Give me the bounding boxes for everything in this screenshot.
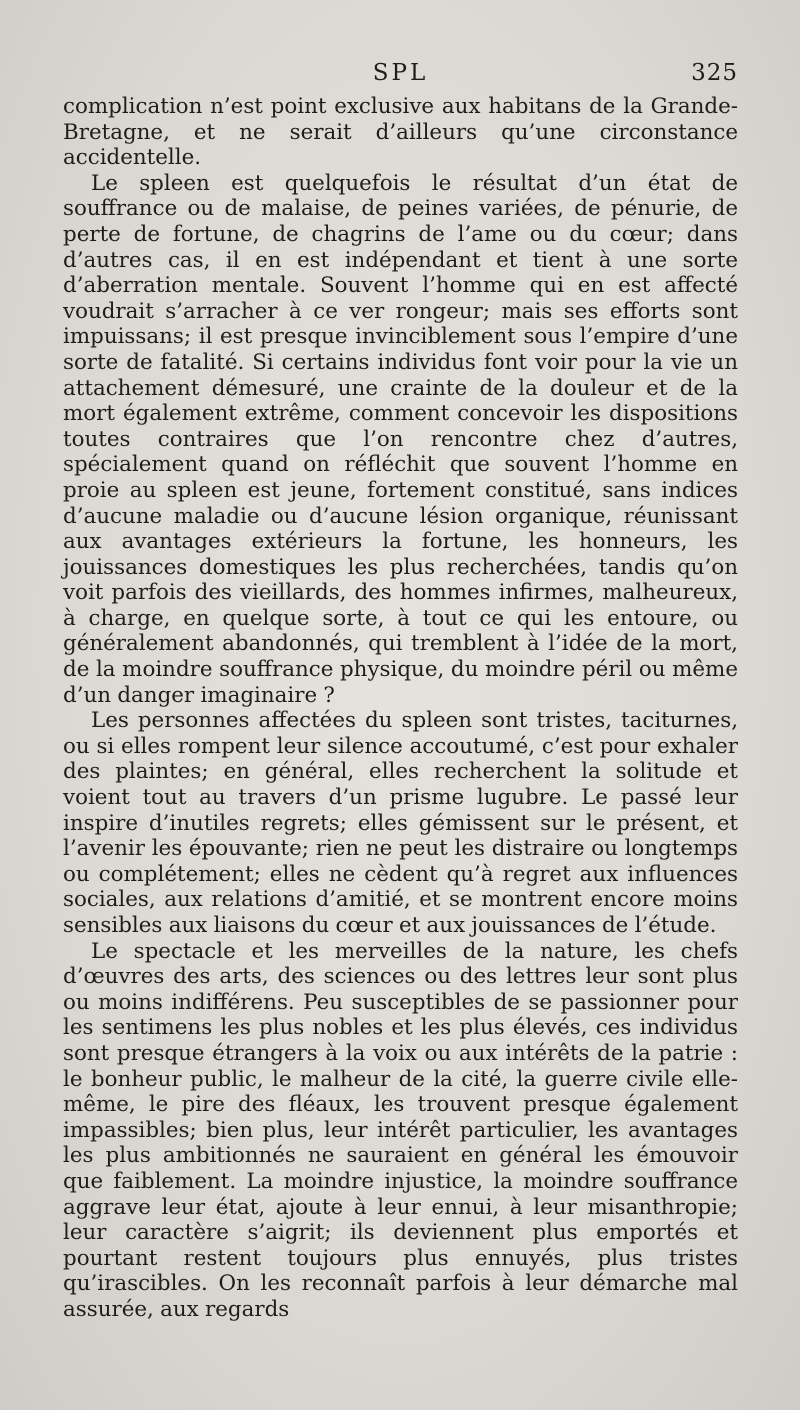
body-text <box>63 94 738 1323</box>
paragraph: Les personnes affectées du spleen sont tristes, taciturnes, ou si elles rompent leur silence accoutumé, c’est pour exhaler des plaintes; en général, elles recherchent la solitude et voient tout au travers d’un prisme lugubre. Le passé leur inspire d’inutiles regrets; elles gémissent sur le présent, et l’avenir les épouvante; rien ne peut les distraire ou longtemps ou complétement; elles ne cèdent qu’à regret aux influences sociales, aux relations d’amitié, et se montrent encore moins sensibles aux liaisons du cœur et aux jouissances de l’étude. <box>63 708 738 938</box>
page-number: 325 <box>691 60 738 86</box>
paragraph: Le spectacle et les merveilles de la nature, les chefs d’œuvres des arts, des sciences ou des lettres leur sont plus ou moins indifférens. Peu susceptibles de se passionner pour les sentimens les plus nobles et les plus élevés, ces individus sont presque étrangers à la voix ou aux intérêts de la patrie : le bonheur public, le malheur de la cité, la guerre civile elle-même, le pire des fléaux, les trouvent presque également impassibles; bien plus, leur intérêt particulier, les avantages les plus ambitionnés ne sauraient en général les émouvoir que faiblement. La moindre injustice, la moindre souffrance aggrave leur état, ajoute à leur ennui, à leur misanthropie; leur caractère s’aigrit; ils deviennent plus emportés et pourtant restent toujours plus ennuyés, plus tristes qu’irascibles. On les reconnaît parfois à leur démarche mal assurée, aux regards <box>63 938 738 1322</box>
running-title: SPL <box>372 60 429 86</box>
paragraph-continued: complication n’est point exclusive aux habitans de la Grande-Bretagne, et ne serait d’ailleurs qu’une circonstance accidentelle. <box>63 94 738 171</box>
paragraph: Le spleen est quelquefois le résultat d’un état de souffrance ou de malaise, de peines variées, de pénurie, de perte de fortune, de chagrins de l’ame ou du cœur; dans d’autres cas, il en est indépendant et tient à une sorte d’aberration mentale. Souvent l’homme qui en est affecté voudrait s’arracher à ce ver rongeur; mais ses efforts sont impuissans; il est presque invinciblement sous l’empire d’une sorte de fatalité. Si certains individus font voir pour la vie un attachement démesuré, une crainte de la douleur et de la mort également extrême, comment concevoir les dispositions toutes contraires que l’on rencontre chez d’autres, spécialement quand on réfléchit que souvent l’homme en proie au spleen est jeune, fortement constitué, sans indices d’aucune maladie ou d’aucune lésion organique, réunissant aux avantages extérieurs la fortune, les honneurs, les jouissances domestiques les plus recherchées, tandis qu’on voit parfois des vieillards, des hommes infirmes, malheureux, à charge, en quelque sorte, à tout ce qui les entoure, ou généralement abandonnés, qui tremblent à l’idée de la mort, de la moindre souffrance physique, du moindre péril ou même d’un danger imaginaire ? <box>63 170 738 708</box>
running-head <box>63 58 738 94</box>
